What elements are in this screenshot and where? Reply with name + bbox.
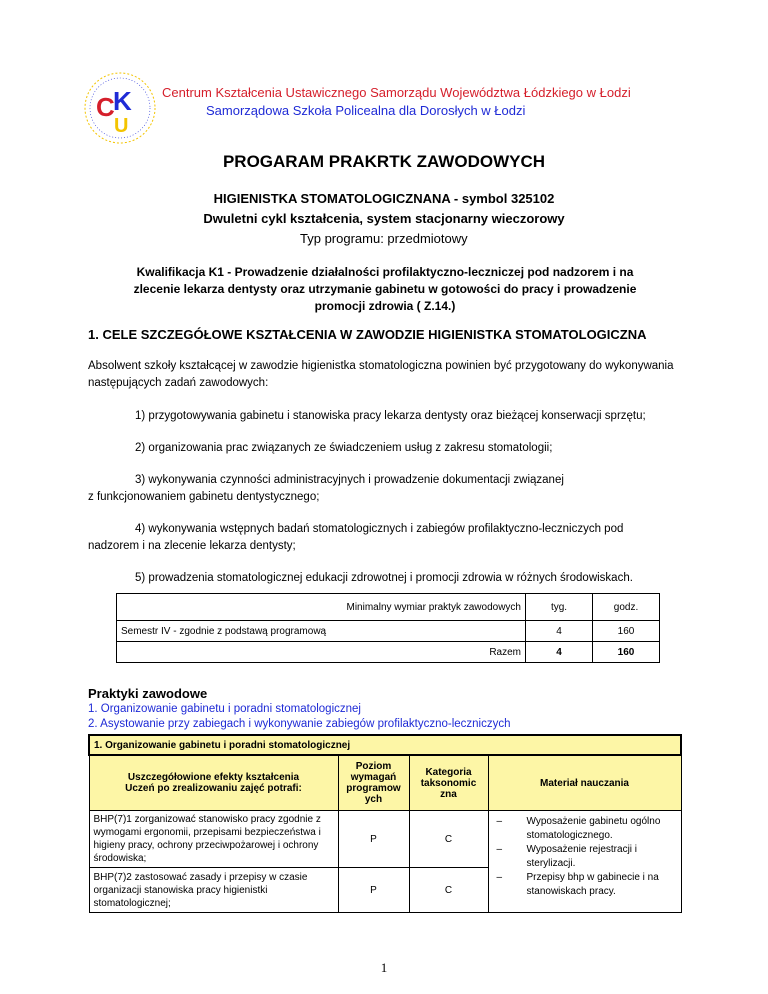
section-heading: 1. CELE SZCZEGÓŁOWE KSZTAŁCENIA W ZAWODZIE HIGIENISTKA STOMATOLOGICZNA <box>88 327 647 342</box>
module-table-title: 1. Organizowanie gabinetu i poradni stomatologicznej <box>89 735 681 755</box>
material-item: – Przepisy bhp w gabinecie i na stanowiskach pracy. <box>493 871 677 899</box>
material-item: – Wyposażenie rejestracji i sterylizacji. <box>493 843 677 871</box>
svg-text:K: K <box>113 86 132 116</box>
semester-weeks: 4 <box>526 621 593 642</box>
subtitle-type: Typ programu: przedmiotowy <box>300 231 468 246</box>
semester-hours: 160 <box>593 621 660 642</box>
qualification-text: Kwalifikacja K1 - Prowadzenie działalności profilaktyczno-leczniczej pod nadzorem i na zlecenie lekarza dentysty oraz utrzymanie gabinetu w gotowości do pracy i prowadzenie promocji zdrowia ( Z.14.) <box>133 265 637 313</box>
task-item: 4) wykonywania wstępnych badań stomatologicznych i zabiegów profilaktyczno-leczniczych pod <box>135 523 624 535</box>
hours-table <box>116 593 660 663</box>
effect-row-1-category: C <box>409 811 488 868</box>
effect-row-2-category: C <box>409 868 488 913</box>
practice-link-1[interactable]: 1. Organizowanie gabinetu i poradni stomatologicznej <box>88 703 361 715</box>
hours-header-hours: godz. <box>593 594 660 621</box>
module-table <box>88 734 682 913</box>
level-header: Poziom wymagań programow ych <box>338 755 409 811</box>
total-weeks: 4 <box>526 642 593 663</box>
task-item: 5) prowadzenia stomatologicznej edukacji zdrowotnej i promocji zdrowia w różnych środowiskach. <box>135 572 633 584</box>
total-label: Razem <box>117 642 526 663</box>
subtitle-profession: HIGIENISTKA STOMATOLOGICZNANA - symbol 325102 <box>213 191 555 206</box>
total-hours: 160 <box>593 642 660 663</box>
material-header: Materiał nauczania <box>488 755 681 811</box>
task-item-continued: z funkcjonowaniem gabinetu dentystycznego; <box>88 491 320 503</box>
task-item: 3) wykonywania czynności administracyjnych i prowadzenie dokumentacji związanej <box>135 474 564 486</box>
section-intro: Absolwent szkoły kształcącej w zawodzie higienistka stomatologiczna powinien być przygotowany do wykonywania następujących zadań zawodowych: <box>88 360 674 389</box>
page-title: PROGARAM PRAKRTK ZAWODOWYCH <box>222 152 546 171</box>
practice-link-2[interactable]: 2. Asystowanie przy zabiegach i wykonywanie zabiegów profilaktyczno-leczniczych <box>88 718 511 730</box>
institution-name: Centrum Kształcenia Ustawicznego Samorządu Województwa Łódzkiego w Łodzi <box>162 85 631 100</box>
svg-text:C: C <box>96 92 115 122</box>
semester-label: Semestr IV - zgodnie z podstawą programową <box>117 621 526 642</box>
task-item-continued: nadzorem i na zlecenie lekarza dentysty; <box>88 540 296 552</box>
school-name: Samorządowa Szkoła Policealna dla Dorosłych w Łodzi <box>206 103 526 118</box>
effect-row-1-level: P <box>338 811 409 868</box>
effects-header: Uszczegółowione efekty kształcenia Uczeń po zrealizowaniu zajęć potrafi: <box>89 755 338 811</box>
svg-text:U: U <box>114 115 129 137</box>
hours-header-weeks: tyg. <box>526 594 593 621</box>
material-item: – Wyposażenie gabinetu ogólno stomatologicznego. <box>493 815 677 843</box>
effect-row-2-level: P <box>338 868 409 913</box>
material-cell <box>488 811 681 913</box>
effect-row-1: BHP(7)1 zorganizować stanowisko pracy zgodnie z wymogami ergonomii, przepisami bezpieczeństwa i higieny pracy, ochrony przeciwpożarowej i ochrony środowiska; <box>89 811 338 868</box>
task-item: 1) przygotowywania gabinetu i stanowiska pracy lekarza dentysty oraz bieżącej konserwacji sprzętu; <box>135 410 646 422</box>
category-header: Kategoria taksonomic zna <box>409 755 488 811</box>
subtitle-cycle: Dwuletni cykl kształcenia, system stacjonarny wieczorowy <box>203 211 565 226</box>
practice-heading: Praktyki zawodowe <box>88 686 208 701</box>
task-item: 2) organizowania prac związanych ze świadczeniem usług z zakresu stomatologii; <box>135 442 553 454</box>
effect-row-2: BHP(7)2 zastosować zasady i przepisy w czasie organizacji stanowiska pracy higienistki stomatologicznej; <box>89 868 338 913</box>
hours-header-label: Minimalny wymiar praktyk zawodowych <box>117 594 526 621</box>
cku-logo <box>82 70 158 146</box>
page-number: 1 <box>380 960 388 975</box>
